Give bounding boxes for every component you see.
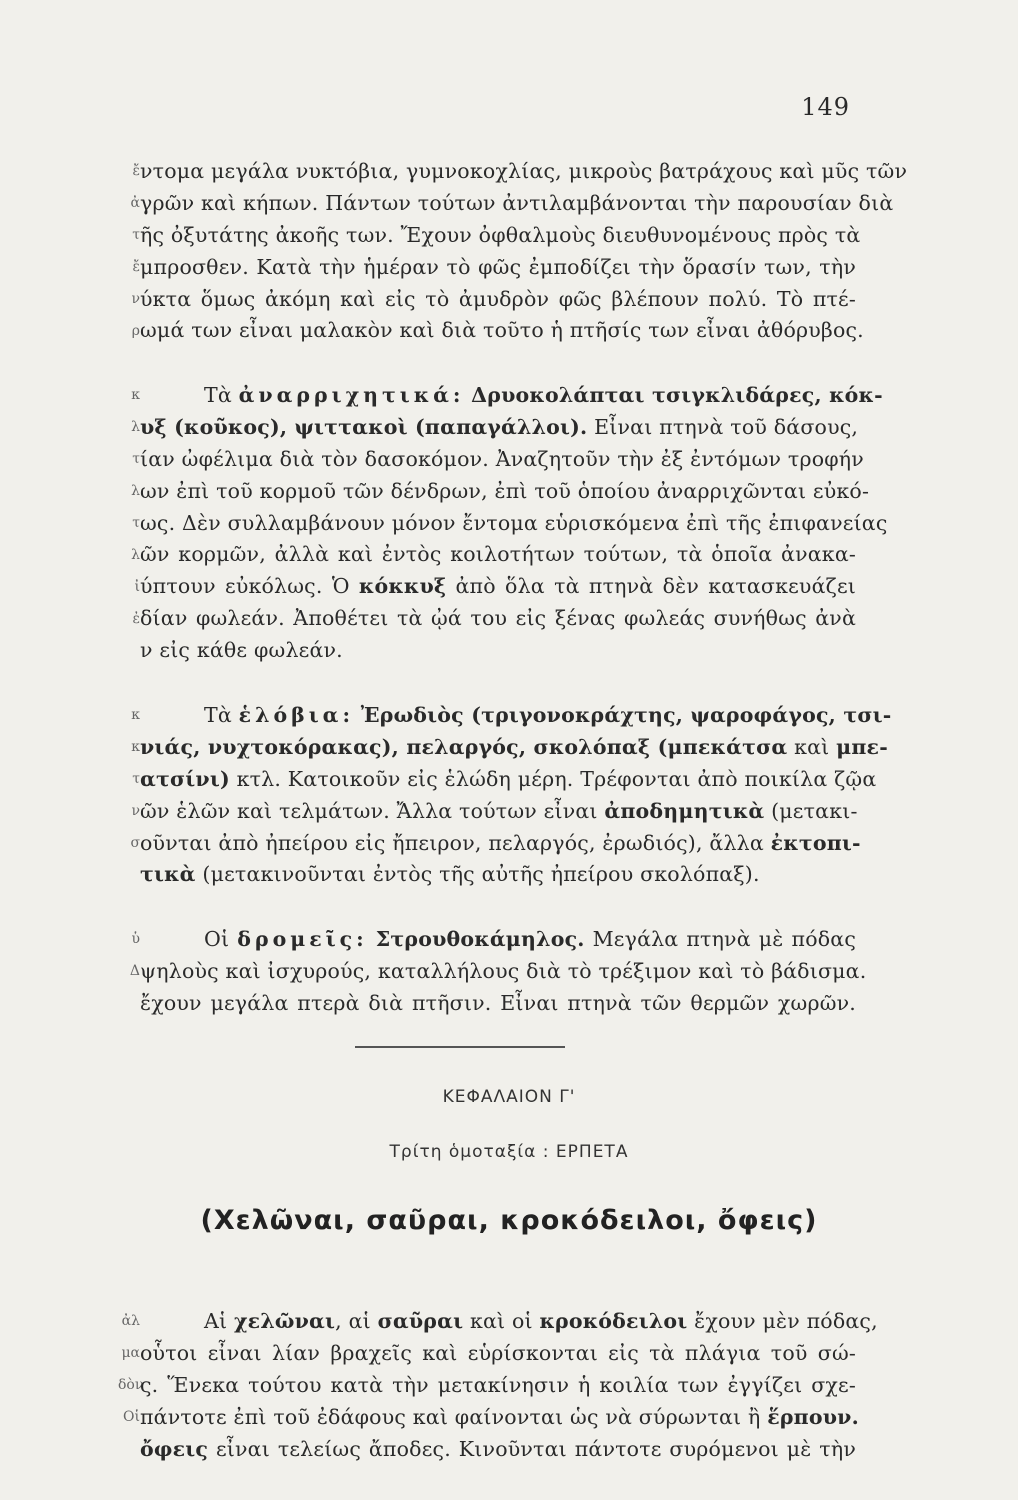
gutter-fragment: λ	[131, 547, 140, 563]
gutter-fragment: τ	[132, 227, 140, 243]
text-line: ων ἐπὶ τοῦ κορμοῦ τῶν δένδρων, ἐπὶ τοῦ ὁποίου ἀναρριχῶνται εὐκό-	[140, 478, 870, 503]
text-span: , αἱ	[335, 1309, 378, 1333]
gutter-fragment: Οἱ	[123, 1409, 140, 1425]
text-span: ῶν ἑλῶν καὶ τελμάτων. Ἄλλα τούτων εἶναι	[140, 798, 605, 823]
text-line: ῆς ὀξυτάτης ἀκοῆς των. Ἔχουν ὀφθαλμοὺς διευθυνομένους πρὸς τὰ	[140, 222, 861, 247]
text-span: καὶ οἱ	[463, 1309, 540, 1333]
text-line	[140, 924, 856, 956]
text-line: ἔχουν μεγάλα πτερὰ διὰ πτῆσιν. Εἶναι πτηνὰ τῶν θερμῶν χωρῶν.	[140, 990, 856, 1015]
term: κροκόδειλοι	[539, 1309, 688, 1333]
species-names: ατσίνι)	[140, 766, 230, 791]
gutter-fragment: μα	[121, 1345, 140, 1361]
text-line	[140, 1306, 878, 1338]
text-span: Μεγάλα πτηνὰ μὲ πόδας	[584, 927, 856, 951]
text-line: ως. Δὲν συλλαμβάνουν μόνον ἔντομα εὑρισκόμενα ἐπὶ τῆς ἐπιφανείας	[140, 510, 888, 535]
text-line: δίαν φωλεάν. Ἀποθέτει τὰ ᾠά του εἰς ξένας φωλεάς συνήθως ἀνὰ	[140, 606, 856, 631]
paragraph-marsh-birds	[140, 700, 892, 891]
gutter-fragment: τ	[132, 451, 140, 467]
gutter-fragment: ν	[131, 291, 140, 307]
text-line	[140, 380, 883, 412]
species-names: νιάς, νυχτοκόρακας), πελαργός, σκολόπαξ (μπεκάτσα	[140, 734, 788, 759]
text-line: ωμά των εἶναι μαλακὸν καὶ διὰ τοῦτο ἡ πτῆσίς των εἶναι ἀθόρυβος.	[140, 318, 864, 343]
term: τικὰ	[140, 862, 196, 887]
group-label: ἀναρριχητικά:	[238, 383, 465, 407]
species-names: υξ (κοῦκος), ψιττακοὶ (παπαγάλλοι).	[140, 414, 588, 439]
term: χελῶναι	[233, 1309, 336, 1333]
gutter-fragment: ὑ	[131, 931, 140, 947]
gutter-fragment: Δ	[129, 963, 140, 979]
term: σαῦραι	[377, 1309, 464, 1333]
text-line: ντομα μεγάλα νυκτόβια, γυμνοκοχλίας, μικροὺς βατράχους καὶ μῦς τῶν	[140, 159, 908, 183]
text-line	[140, 859, 856, 891]
text-line: ν εἰς κάθε φωλεάν.	[140, 638, 343, 663]
text-span: ύπτουν εὐκόλως. Ὁ	[140, 574, 359, 599]
text-line: μπροσθεν. Κατὰ τὴν ἡμέραν τὸ φῶς ἐμποδίζει τὴν ὅρασίν των, τὴν	[140, 254, 856, 279]
text-line: γρῶν καὶ κήπων. Πάντων τούτων ἀντιλαμβάνονται τὴν παρουσίαν διὰ	[140, 190, 894, 215]
term: ὄφεις	[140, 1436, 209, 1461]
text-span: εἶναι τελείως ἄποδες. Κινοῦνται πάντοτε συρόμενοι μὲ τὴν	[208, 1436, 856, 1461]
group-label: ἑλόβια:	[238, 703, 355, 727]
text-line	[140, 700, 892, 732]
paragraph-intro: Τὰ	[204, 703, 232, 727]
term: ἕρπουν.	[767, 1404, 859, 1429]
text-line: οὗτοι εἶναι λίαν βραχεῖς καὶ εὑρίσκονται εἰς τὰ πλάγια τοῦ σώ-	[140, 1340, 856, 1365]
page-number: 149	[801, 93, 850, 121]
text-line: ύκτα ὅμως ἀκόμη καὶ εἰς τὸ ἀμυδρὸν φῶς βλέπουν πολύ. Τὸ πτέ-	[140, 286, 856, 311]
text-line	[140, 796, 856, 828]
paragraph-continuation	[140, 156, 908, 347]
text-span: Αἱ	[204, 1309, 234, 1333]
text-line	[140, 828, 861, 860]
gutter-fragment: ἔ	[132, 259, 140, 275]
paragraph-intro: Οἱ	[204, 927, 230, 951]
text-line	[140, 412, 859, 444]
paragraph-intro: Τὰ	[204, 383, 232, 407]
text-line	[140, 1402, 859, 1434]
species-names: μπε-	[836, 734, 888, 759]
paragraph-runners	[140, 924, 867, 1020]
group-title: Ἐρωδιὸς (τριγονοκράχτης, ψαροφάγος, τσι-	[360, 703, 892, 727]
text-line: ῶν κορμῶν, ἀλλὰ καὶ ἐντὸς κοιλοτήτων τούτων, τὰ ὁποῖα ἀνακα-	[140, 542, 856, 567]
gutter-fragment: ν	[131, 803, 140, 819]
gutter-fragment: κ	[131, 739, 140, 755]
text-span: ἀπὸ ὅλα τὰ πτηνὰ δὲν κατασκευάζει	[446, 574, 856, 599]
section-divider	[355, 1046, 565, 1048]
gutter-fragment: κ	[131, 387, 140, 403]
gutter-fragment: ἔ	[132, 163, 140, 179]
text-line	[140, 732, 888, 764]
text-line	[140, 764, 877, 796]
term: ἀποδημητικὰ	[604, 798, 765, 823]
text-span: οῦνται ἀπὸ ἠπείρου εἰς ἤπειρον, πελαργός, ἐρωδιός), ἄλλα	[140, 830, 771, 855]
section-heading: (Χελῶναι, σαῦραι, κροκόδειλοι, ὄφεις)	[200, 1205, 818, 1236]
gutter-fragment: ἀλ	[121, 1313, 140, 1329]
text-span: καὶ	[794, 734, 830, 759]
gutter-fragment: ἰ	[134, 579, 140, 595]
text-line: ίαν ὠφέλιμα διὰ τὸν δασοκόμον. Ἀναζητοῦν τὴν ἐξ ἐντόμων τροφήν	[140, 446, 864, 471]
group-title: Στρουθοκάμηλος.	[375, 927, 585, 951]
text-line	[140, 571, 856, 603]
paragraph-reptiles	[140, 1306, 878, 1465]
term: ἐκτοπι-	[770, 830, 861, 855]
text-line	[140, 1434, 856, 1466]
group-title: Δρυοκολάπται τσιγκλιδάρες, κόκ-	[471, 383, 883, 407]
gutter-fragment: κ	[131, 707, 140, 723]
gutter-fragment: ἐ	[132, 611, 140, 627]
gutter-fragment: ρ	[131, 323, 140, 339]
subclass-title: Τρίτη ὁμοταξία : ΕΡΠΕΤΑ	[389, 1142, 629, 1162]
species-name: κόκκυξ	[358, 574, 447, 599]
text-line: ς. Ἕνεκα τούτου κατὰ τὴν μετακίνησιν ἡ κοιλία των ἐγγίζει σχε-	[140, 1372, 856, 1397]
gutter-fragment: τ	[132, 771, 140, 787]
gutter-fragment: λ	[131, 483, 140, 499]
gutter-fragment: σ	[130, 835, 140, 851]
gutter-fragment: δὸν	[118, 1377, 144, 1393]
text-span: ἔχουν μὲν πόδας,	[687, 1309, 878, 1333]
group-label: δρομεῖς:	[237, 927, 368, 951]
gutter-fragment: λ	[131, 419, 140, 435]
text-span: (μετακινοῦνται ἐντὸς τῆς αὐτῆς ἠπείρου σκολόπαξ).	[195, 862, 760, 887]
gutter-fragment: ἀ	[130, 195, 140, 211]
text-span: (μετακι-	[764, 798, 858, 823]
chapter-title: ΚΕΦΑΛΑΙΟΝ Γ'	[442, 1087, 576, 1107]
paragraph-climbers	[140, 380, 888, 667]
text-span: κτλ. Κατοικοῦν εἰς ἑλώδη μέρη. Τρέφονται ἀπὸ ποικίλα ζῷα	[229, 766, 877, 791]
text-line: ψηλοὺς καὶ ἰσχυρούς, καταλλήλους διὰ τὸ τρέξιμον καὶ τὸ βάδισμα.	[140, 958, 867, 983]
gutter-fragment: τ	[132, 515, 140, 531]
text-span: πάντοτε ἐπὶ τοῦ ἐδάφους καὶ φαίνονται ὡς νὰ σύρωνται ἢ	[140, 1404, 768, 1429]
text-span: Εἶναι πτηνὰ τοῦ δάσους,	[587, 414, 859, 439]
